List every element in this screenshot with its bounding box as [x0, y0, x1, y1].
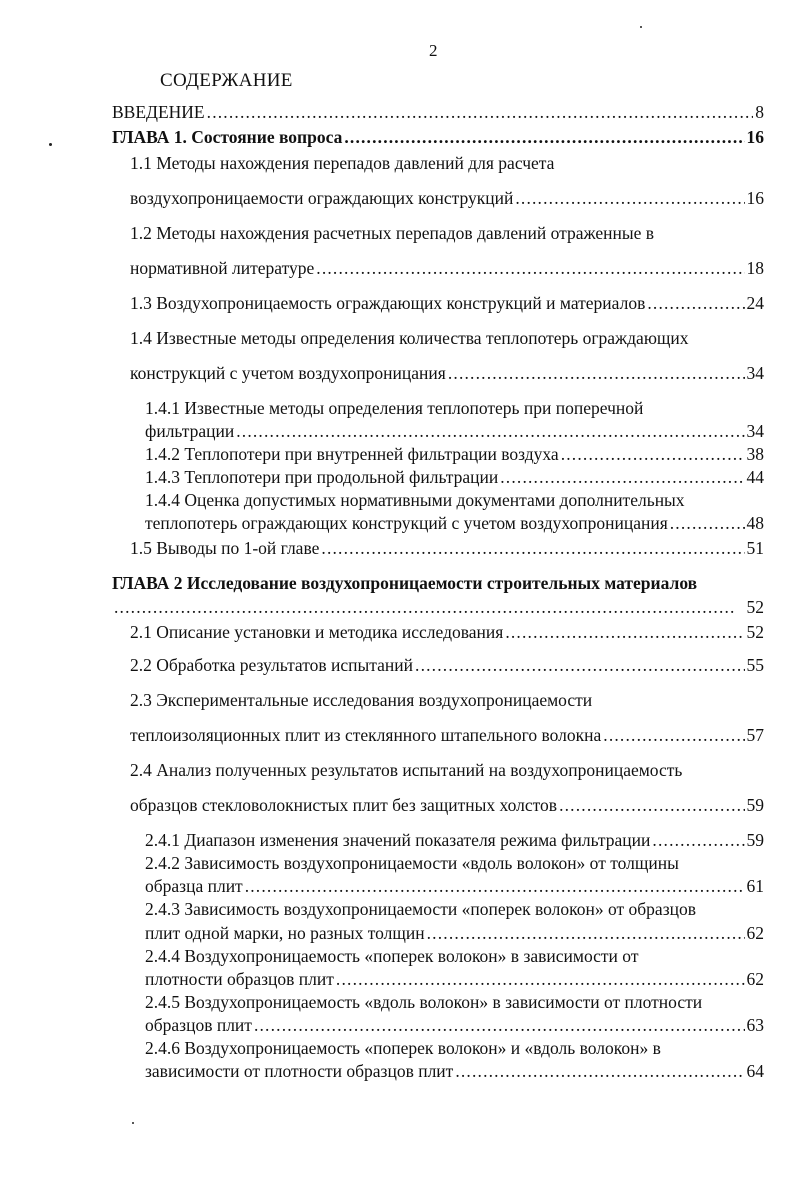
toc-entry-1-4-1[interactable] [145, 420, 764, 442]
toc-entry-2-4-2-line1: 2.4.2 Зависимость воздухопроницаемости «вдоль волокон» от толщины [145, 853, 679, 873]
leader-dots [448, 362, 745, 384]
toc-entry-page: 64 [746, 1061, 764, 1081]
toc-entry-page: 16 [746, 188, 764, 208]
toc-entry-title: образца плит [145, 876, 243, 896]
toc-entry-1-4[interactable] [130, 362, 764, 384]
leader-dots [254, 1014, 745, 1036]
toc-entry-page: 48 [746, 513, 764, 533]
toc-entry-page: 63 [746, 1015, 764, 1035]
toc-entry-page: 57 [746, 725, 764, 745]
leader-dots [670, 512, 745, 534]
scan-speck [49, 143, 52, 146]
toc-entry-page: 24 [746, 293, 764, 313]
scan-speck [640, 26, 642, 28]
leader-dots [245, 875, 745, 897]
leader-dots [561, 443, 745, 465]
toc-entry-2-3-line1: 2.3 Экспериментальные исследования воздухопроницаемости [130, 690, 593, 710]
toc-entry-1-1-line1: 1.1 Методы нахождения перепадов давлений для расчета [130, 153, 555, 173]
toc-entry-1-4-3[interactable] [145, 466, 764, 488]
toc-entry-title: образцов плит [145, 1015, 252, 1035]
toc-entry-2-1[interactable] [130, 621, 764, 643]
toc-entry-page: 8 [755, 102, 764, 122]
toc-entry-page: 38 [746, 444, 764, 464]
toc-entry-1-4-1-line1: 1.4.1 Известные методы определения теплопотерь при поперечной [145, 398, 644, 418]
toc-entry-chapter-1[interactable] [112, 126, 764, 148]
toc-entry-2-4-5-line1: 2.4.5 Воздухопроницаемость «вдоль волокон» в зависимости от плотности [145, 992, 703, 1012]
toc-entry-page: 59 [746, 830, 764, 850]
toc-entry-title: нормативной литературе [130, 258, 315, 278]
leader-dots [427, 922, 745, 944]
toc-entry-page: 34 [746, 363, 764, 383]
toc-entry-page: 18 [746, 258, 764, 278]
toc-entry-2-4-3-line1: 2.4.3 Зависимость воздухопроницаемости «поперек волокон» от образцов [145, 899, 696, 919]
toc-entry-title: 1.4.3 Теплопотери при продольной фильтрации [145, 467, 499, 487]
leader-dots [515, 187, 744, 209]
toc-entry-1-4-2[interactable] [145, 443, 764, 465]
toc-entry-title: 1.4.2 Теплопотери при внутренней фильтрации воздуха [145, 444, 559, 464]
leader-dots [415, 654, 744, 676]
toc-entry-page: 61 [746, 876, 764, 896]
toc-entry-title: фильтрации [145, 421, 235, 441]
toc-entry-title: плит одной марки, но разных толщин [145, 923, 425, 943]
scan-speck [132, 1122, 134, 1124]
leader-dots [455, 1060, 744, 1082]
toc-entry-page: 62 [746, 923, 764, 943]
toc-entry-title: 1.3 Воздухопроницаемость ограждающих конструкций и материалов [130, 293, 646, 313]
toc-entry-2-4-2[interactable] [145, 875, 764, 897]
leader-dots [236, 420, 744, 442]
leader-dots [321, 537, 744, 559]
leader-dots [603, 724, 744, 746]
leader-dots [207, 101, 754, 123]
toc-entry-title: теплопотерь ограждающих конструкций с учетом воздухопроницания [145, 513, 668, 533]
toc-entry-1-2-line1: 1.2 Методы нахождения расчетных перепадов давлений отраженные в [130, 223, 655, 243]
toc-entry-title: 2.4.1 Диапазон изменения значений показателя режима фильтрации [145, 830, 651, 850]
toc-entry-1-5[interactable] [130, 537, 764, 559]
toc-entry-1-1[interactable] [130, 187, 764, 209]
toc-entry-page: 34 [746, 421, 764, 441]
toc-entry-2-4-6-line1: 2.4.6 Воздухопроницаемость «поперек волокон» и «вдоль волокон» в [145, 1038, 661, 1058]
leader-dots [500, 466, 744, 488]
leader-dots [316, 257, 744, 279]
toc-entry-1-4-line1: 1.4 Известные методы определения количества теплопотерь ограждающих [130, 328, 689, 348]
toc-entry-2-4-1[interactable] [145, 829, 764, 851]
toc-entry-2-3[interactable] [130, 724, 764, 746]
leader-dots [336, 968, 745, 990]
toc-entry-chapter-2-line1: ГЛАВА 2 Исследование воздухопроницаемости строительных материалов [112, 573, 698, 593]
toc-entry-title: конструкций с учетом воздухопроницания [130, 363, 446, 383]
toc-entry-page: 52 [746, 597, 764, 617]
toc-entry-title: 2.2 Обработка результатов испытаний [130, 655, 414, 675]
toc-entry-title: ВВЕДЕНИЕ [112, 102, 205, 122]
leader-dots [344, 126, 744, 148]
toc-entry-title: 1.5 Выводы по 1-ой главе [130, 538, 320, 558]
toc-entry-2-4-4[interactable] [145, 968, 764, 990]
leader-dots [114, 596, 745, 618]
toc-entry-title: зависимости от плотности образцов плит [145, 1061, 454, 1081]
toc-entry-page: 44 [746, 467, 764, 487]
toc-entry-1-2[interactable] [130, 257, 764, 279]
toc-entry-1-4-4-line1: 1.4.4 Оценка допустимых нормативными документами дополнительных [145, 490, 685, 510]
leader-dots [647, 292, 744, 314]
toc-entry-2-4-4-line1: 2.4.4 Воздухопроницаемость «поперек волокон» в зависимости от [145, 946, 639, 966]
toc-entry-title: теплоизоляционных плит из стеклянного штапельного волокна [130, 725, 602, 745]
toc-entry-2-4-5[interactable] [145, 1014, 764, 1036]
toc-entry-title: воздухопроницаемости ограждающих конструкций [130, 188, 514, 208]
toc-entry-title: ГЛАВА 1. Состояние вопроса [112, 127, 343, 147]
leader-dots [652, 829, 744, 851]
toc-entry-2-2[interactable] [130, 654, 764, 676]
toc-entry-2-4-line1: 2.4 Анализ полученных результатов испытаний на воздухопроницаемость [130, 760, 683, 780]
toc-entry-page: 62 [746, 969, 764, 989]
toc-entry-title: 2.1 Описание установки и методика исследования [130, 622, 504, 642]
toc-entry-1-4-4[interactable] [145, 512, 764, 534]
toc-entry-page: 51 [746, 538, 764, 558]
toc-entry-page: 52 [746, 622, 764, 642]
toc-entry-2-4-6[interactable] [145, 1060, 764, 1082]
toc-entry-page: 55 [746, 655, 764, 675]
toc-entry-introduction[interactable] [112, 101, 764, 123]
toc-entry-1-3[interactable] [130, 292, 764, 314]
leader-dots [559, 794, 744, 816]
toc-entry-page: 16 [746, 127, 764, 147]
toc-entry-page: 59 [746, 795, 764, 815]
toc-entry-title: образцов стекловолокнистых плит без защитных холстов [130, 795, 558, 815]
toc-entry-title: плотности образцов плит [145, 969, 334, 989]
toc-entry-2-4[interactable] [130, 794, 764, 816]
leader-dots [505, 621, 744, 643]
toc-entry-chapter-2[interactable] [112, 596, 764, 618]
toc-entry-2-4-3[interactable] [145, 922, 764, 944]
page-number: 2 [429, 41, 438, 60]
toc-heading: СОДЕРЖАНИЕ [160, 70, 293, 91]
